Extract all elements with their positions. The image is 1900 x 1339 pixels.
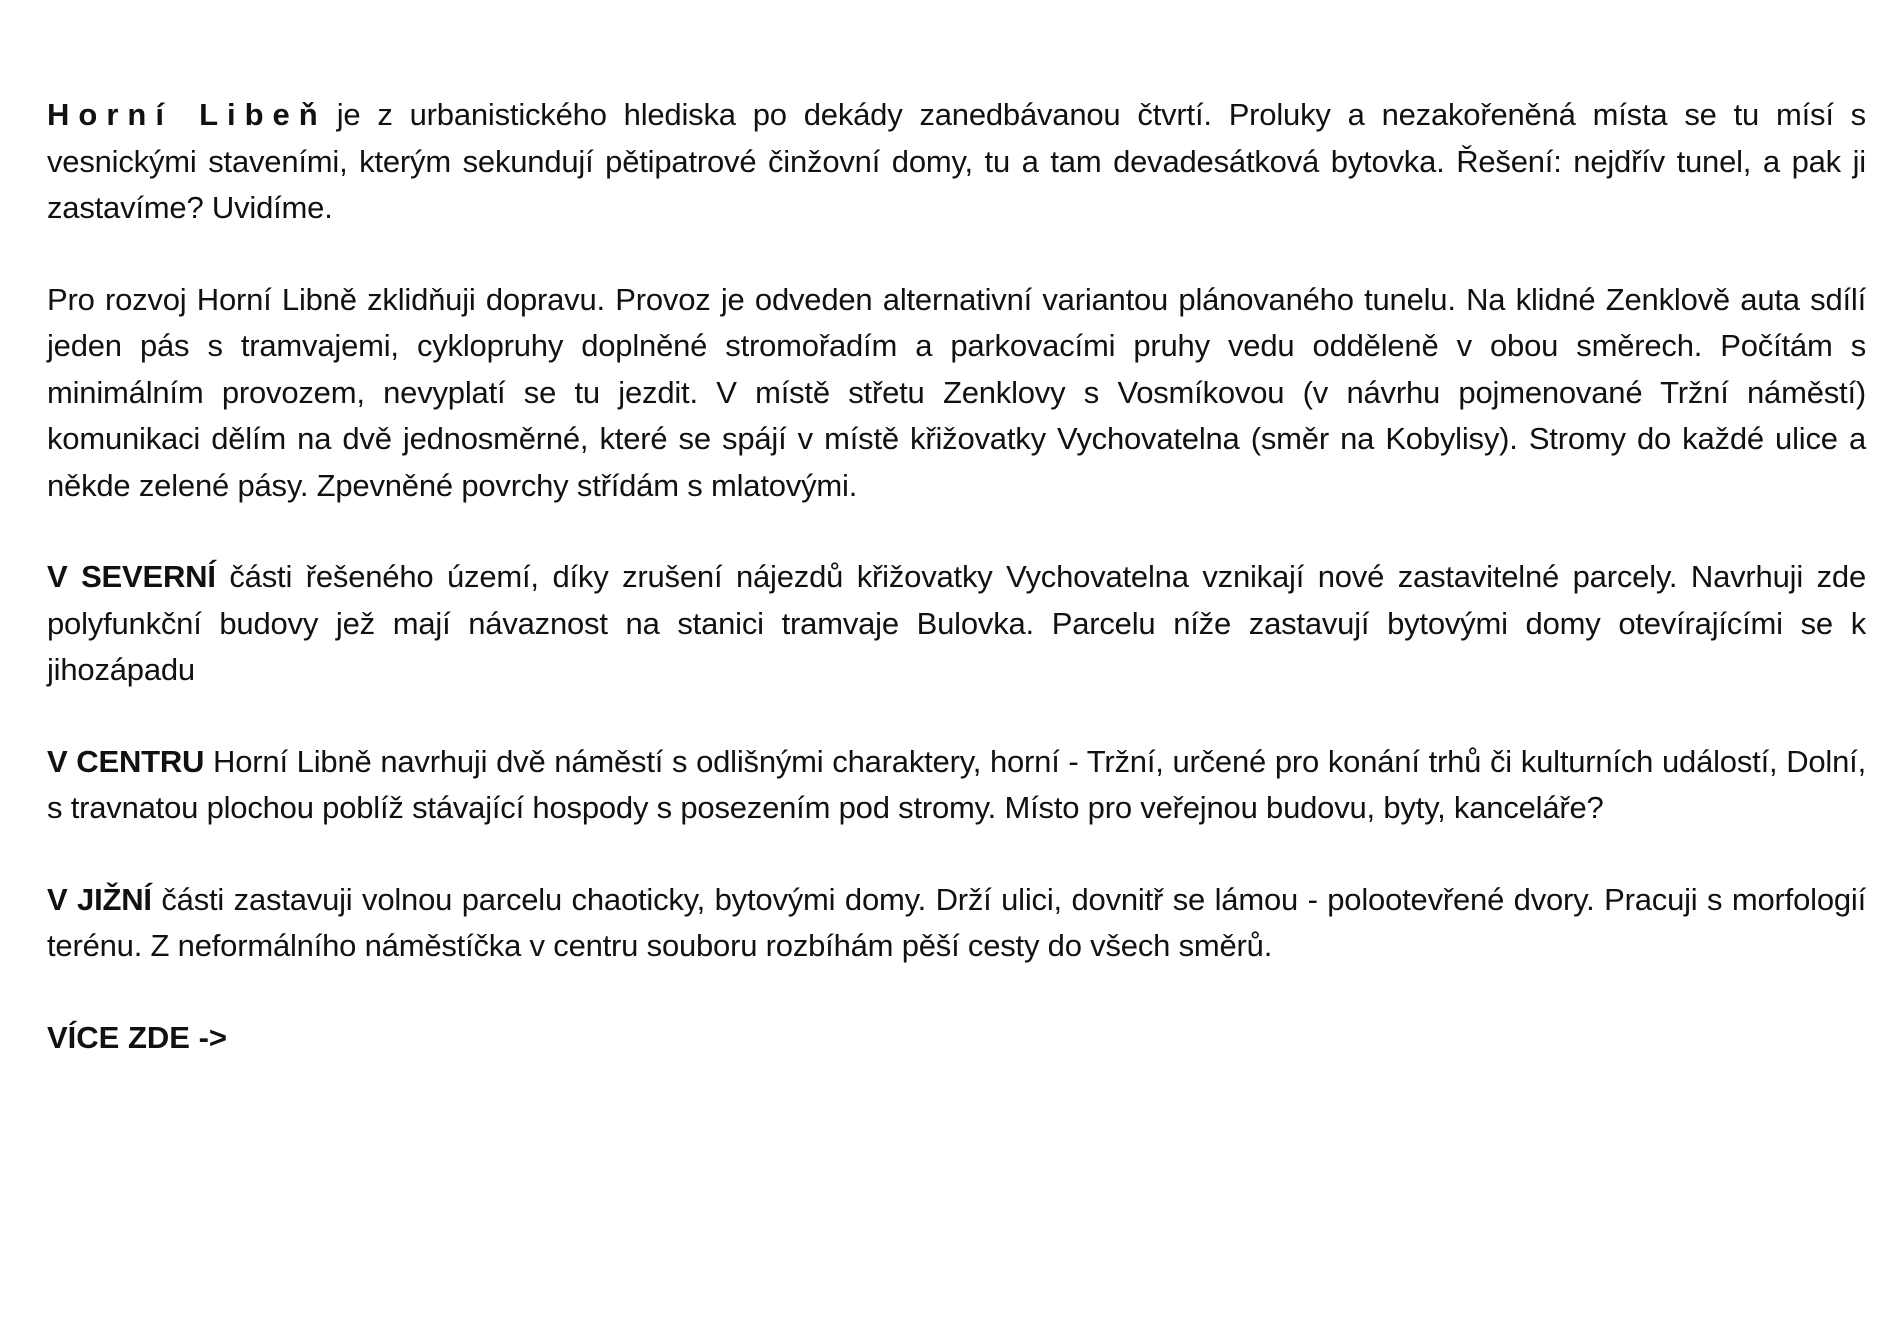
south-text: části zastavuji volnou parcelu chaoticky, bytovými domy. Drží ulici, dovnitř se lámou - polootevřené dvory. Pracuji s morfologií terénu. Z neformálního náměstíčka v centru souboru rozbíhám pěší cesty do všech směrů. <box>47 881 1867 963</box>
intro-paragraph <box>47 92 1866 232</box>
center-paragraph <box>47 739 1866 832</box>
article-body <box>47 92 1866 1061</box>
south-lead: V JIŽNÍ <box>47 881 152 917</box>
center-lead: V CENTRU <box>47 743 205 779</box>
north-lead: V SEVERNÍ <box>47 559 216 594</box>
more-link[interactable]: VÍCE ZDE -> <box>47 1019 228 1055</box>
intro-lead: Horní Libeň <box>47 97 327 132</box>
center-text: Horní Libně navrhuji dvě náměstí s odlišnými charaktery, horní - Tržní, určené pro konání trhů či kulturních událostí, Dolní, s travnatou plochou poblíž stávající hospody s posezením pod stromy. Místo pro veřejnou budovu, byty, kanceláře? <box>47 743 1866 825</box>
intro-text: je z urbanistického hlediska po dekády zanedbávanou čtvrtí. Proluky a nezakořeněná místa se tu mísí s vesnickými staveními, kterým sekundují pětipatrové činžovní domy, tu a tam devadesátková bytovka. Řešení: nejdřív tunel, a pak ji zastavíme? Uvidíme. <box>47 97 1866 225</box>
north-paragraph <box>47 554 1866 694</box>
north-text: části řešeného území, díky zrušení nájezdů křižovatky Vychovatelna vznikají nové zastavitelné parcely. Navrhuji zde polyfunkční budovy jež mají návaznost na stanici tramvaje Bulovka. Parcelu níže zastavují bytovými domy otevírajícími se k jihozápadu <box>47 559 1866 687</box>
transport-paragraph <box>47 277 1866 510</box>
south-paragraph <box>47 877 1866 970</box>
transport-text: Pro rozvoj Horní Libně zklidňuji dopravu. Provoz je odveden alternativní variantou plánovaného tunelu. Na klidné Zenklově auta sdílí jeden pás s tramvajemi, cyklopruhy doplněné stromořadím a parkovacími pruhy vedu odděleně v obou směrech. Počítám s minimálním provozem, nevyplatí se tu jezdit. V místě střetu Zenklovy s Vosmíkovou (v návrhu pojmenované Tržní náměstí) komunikaci dělím na dvě jednosměrné, které se spájí v místě křižovatky Vychovatelna (směr na Kobylisy). Stromy do každé ulice a někde zelené pásy. Zpevněné povrchy střídám s mlatovými. <box>47 281 1866 503</box>
